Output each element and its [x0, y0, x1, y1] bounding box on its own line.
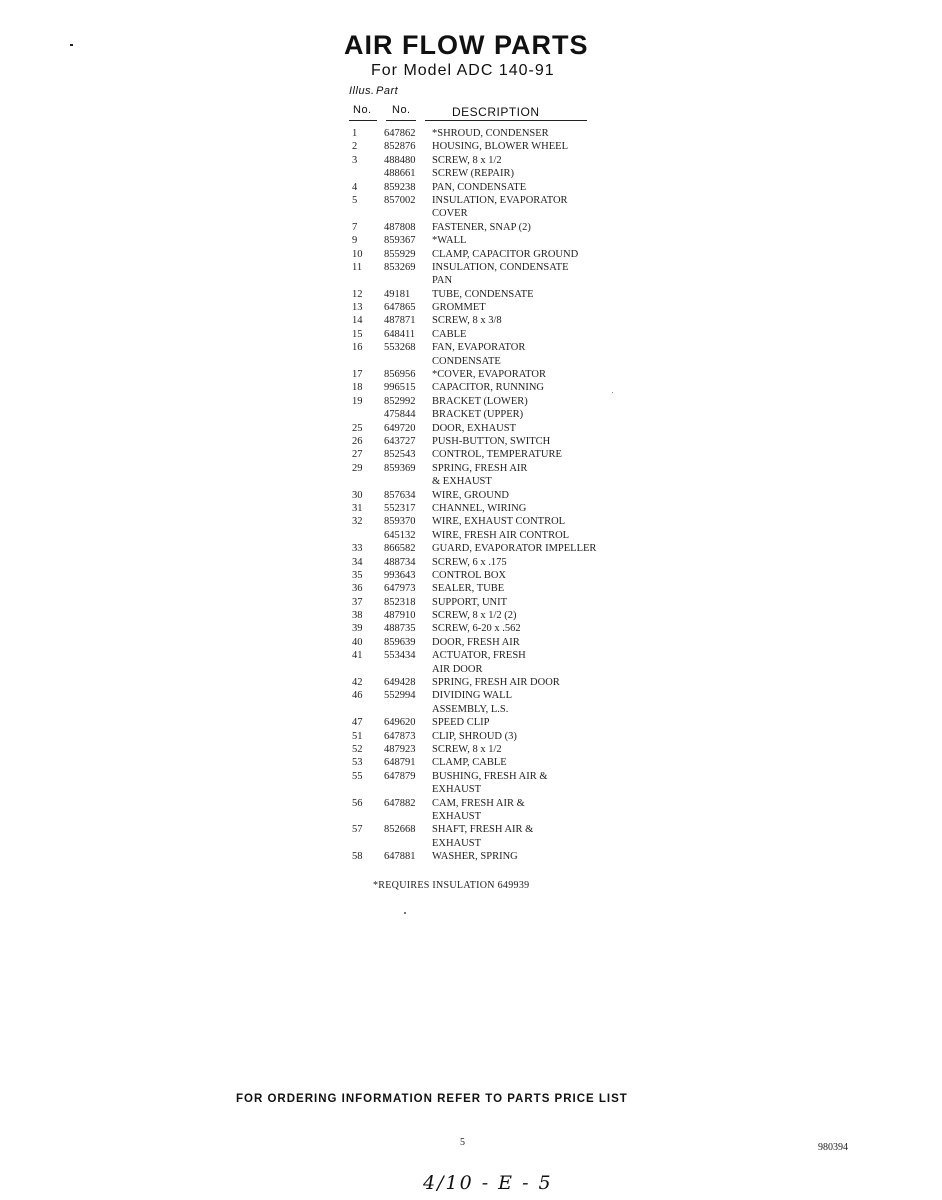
part-description: GROMMET	[432, 302, 486, 314]
part-description: EXHAUST	[432, 784, 481, 796]
illus-number: 5	[352, 194, 358, 206]
table-row	[0, 556, 942, 569]
part-description: CLAMP, CAPACITOR GROUND	[432, 248, 579, 260]
part-number: 996515	[384, 382, 416, 394]
table-row	[0, 569, 942, 582]
part-number: 649720	[384, 422, 416, 434]
part-number: 487923	[384, 743, 416, 755]
part-description: WIRE, GROUND	[432, 489, 509, 501]
table-row	[0, 127, 942, 140]
illus-number: 16	[352, 342, 363, 354]
illus-number: 42	[352, 677, 363, 689]
footnote: *REQUIRES INSULATION 649939	[373, 880, 530, 891]
table-row	[0, 797, 942, 810]
table-row	[0, 248, 942, 261]
part-description: PUSH-BUTTON, SWITCH	[432, 435, 551, 447]
part-description: TUBE, CONDENSATE	[432, 288, 534, 300]
header-underline	[349, 120, 377, 121]
part-description: SCREW (REPAIR)	[432, 168, 514, 180]
table-row	[0, 783, 942, 796]
table-row	[0, 689, 942, 702]
illus-number: 55	[352, 770, 363, 782]
illus-number: 29	[352, 462, 363, 474]
part-number: 487808	[384, 221, 416, 233]
part-description: EXHAUST	[432, 810, 481, 822]
table-row	[0, 207, 942, 220]
part-description: SUPPORT, UNIT	[432, 596, 508, 608]
illus-number: 58	[352, 851, 363, 863]
part-description: INSULATION, EVAPORATOR	[432, 194, 568, 206]
table-row	[0, 770, 942, 783]
part-description: GUARD, EVAPORATOR IMPELLER	[432, 543, 597, 555]
header-underline	[386, 120, 416, 121]
part-number: 866582	[384, 543, 416, 555]
part-description: BRACKET (UPPER)	[432, 409, 524, 421]
part-description: EXHAUST	[432, 837, 481, 849]
part-description: CONTROL, TEMPERATURE	[432, 449, 562, 461]
scan-speck	[404, 912, 406, 914]
illus-number: 37	[352, 596, 363, 608]
part-description: DOOR, FRESH AIR	[432, 636, 520, 648]
illus-number: 39	[352, 623, 363, 635]
scan-speck	[70, 44, 73, 46]
part-number: 852992	[384, 395, 416, 407]
table-row	[0, 622, 942, 635]
part-number: 488480	[384, 154, 416, 166]
part-number: 647865	[384, 302, 416, 314]
column-header-description: DESCRIPTION	[452, 105, 540, 119]
illus-number: 13	[352, 302, 363, 314]
table-row	[0, 234, 942, 247]
illus-number: 4	[352, 181, 358, 193]
table-row	[0, 649, 942, 662]
table-row	[0, 140, 942, 153]
illus-number: 18	[352, 382, 363, 394]
part-description: CAPACITOR, RUNNING	[432, 382, 545, 394]
part-description: *COVER, EVAPORATOR	[432, 369, 546, 381]
part-description: *SHROUD, CONDENSER	[432, 128, 549, 139]
part-description: SCREW, 8 x 1/2	[432, 743, 502, 755]
part-number: 647973	[384, 583, 416, 595]
illus-number: 30	[352, 489, 363, 501]
part-description: COVER	[432, 208, 468, 220]
table-row	[0, 542, 942, 555]
part-description: CONDENSATE	[432, 355, 501, 367]
part-number: 649620	[384, 717, 416, 729]
table-row	[0, 167, 942, 180]
illus-number: 41	[352, 650, 363, 662]
table-row	[0, 422, 942, 435]
part-description: DIVIDING WALL	[432, 690, 512, 702]
table-row	[0, 850, 942, 863]
part-number: 475844	[384, 409, 416, 421]
part-description: WIRE, FRESH AIR CONTROL	[432, 529, 570, 541]
illus-number: 19	[352, 395, 363, 407]
table-row	[0, 448, 942, 461]
part-description: SPRING, FRESH AIR	[432, 462, 528, 474]
part-number: 852668	[384, 824, 416, 836]
illus-number: 35	[352, 569, 363, 581]
table-row	[0, 502, 942, 515]
illus-number: 26	[352, 435, 363, 447]
handwritten-mark: 4/10 - E - 5	[423, 1172, 553, 1194]
part-number: 859639	[384, 636, 416, 648]
illus-number: 12	[352, 288, 363, 300]
table-row	[0, 462, 942, 475]
table-row	[0, 341, 942, 354]
header-underline	[425, 120, 587, 121]
ordering-info: FOR ORDERING INFORMATION REFER TO PARTS PRICE LIST	[236, 1093, 628, 1105]
part-description: HOUSING, BLOWER WHEEL	[432, 141, 568, 153]
table-row	[0, 261, 942, 274]
scan-speck	[612, 392, 613, 393]
illus-number: 1	[352, 128, 358, 139]
part-number: 852318	[384, 596, 416, 608]
part-number: 488661	[384, 168, 416, 180]
table-row	[0, 730, 942, 743]
part-description: FAN, EVAPORATOR	[432, 342, 526, 354]
part-number: 645132	[384, 529, 416, 541]
part-description: SHAFT, FRESH AIR &	[432, 824, 534, 836]
part-number: 649428	[384, 677, 416, 689]
part-number: 859369	[384, 462, 416, 474]
part-number: 553434	[384, 650, 416, 662]
illus-number: 31	[352, 502, 363, 514]
part-description: FASTENER, SNAP (2)	[432, 221, 531, 233]
part-description: CAM, FRESH AIR &	[432, 797, 525, 809]
part-description: WIRE, EXHAUST CONTROL	[432, 516, 566, 528]
part-number: 647881	[384, 851, 416, 863]
part-description: SPEED CLIP	[432, 717, 490, 729]
table-row	[0, 154, 942, 167]
page-number: 5	[460, 1137, 465, 1148]
illus-number: 53	[352, 757, 363, 769]
part-description: PAN	[432, 275, 453, 287]
table-row	[0, 582, 942, 595]
part-number: 648411	[384, 328, 416, 340]
part-description: & EXHAUST	[432, 476, 492, 488]
table-row	[0, 328, 942, 341]
part-description: INSULATION, CONDENSATE	[432, 261, 569, 273]
table-row	[0, 194, 942, 207]
part-number: 856956	[384, 369, 416, 381]
illus-number: 57	[352, 824, 363, 836]
table-row	[0, 636, 942, 649]
table-row	[0, 435, 942, 448]
illus-number: 38	[352, 610, 363, 622]
illus-number: 11	[352, 261, 363, 273]
illus-number: 52	[352, 743, 363, 755]
column-header-illus-no: No.	[353, 104, 372, 116]
table-row	[0, 489, 942, 502]
table-row	[0, 756, 942, 769]
part-number: 49181	[384, 288, 411, 300]
part-number: 648791	[384, 757, 416, 769]
illus-number: 33	[352, 543, 363, 555]
part-number: 647862	[384, 128, 416, 139]
illus-number: 10	[352, 248, 363, 260]
table-row	[0, 810, 942, 823]
part-number: 647882	[384, 797, 416, 809]
illus-number: 2	[352, 141, 358, 153]
illus-number: 32	[352, 516, 363, 528]
table-row	[0, 395, 942, 408]
illus-number: 3	[352, 154, 358, 166]
part-description: DOOR, EXHAUST	[432, 422, 516, 434]
part-number: 853269	[384, 261, 416, 273]
part-number: 553268	[384, 342, 416, 354]
part-description: CABLE	[432, 328, 467, 340]
table-row	[0, 609, 942, 622]
table-row	[0, 221, 942, 234]
part-number: 488734	[384, 556, 416, 568]
part-description: SCREW, 8 x 3/8	[432, 315, 502, 327]
column-header-illus: Illus.	[349, 85, 375, 97]
table-row	[0, 837, 942, 850]
table-row	[0, 288, 942, 301]
part-number: 647879	[384, 770, 416, 782]
part-number: 859370	[384, 516, 416, 528]
part-description: SCREW, 6-20 x .562	[432, 623, 521, 635]
part-number: 857634	[384, 489, 416, 501]
table-row	[0, 274, 942, 287]
part-description: CLIP, SHROUD (3)	[432, 730, 517, 742]
table-row	[0, 716, 942, 729]
part-number: 487910	[384, 610, 416, 622]
part-description: BRACKET (LOWER)	[432, 395, 528, 407]
table-row	[0, 663, 942, 676]
table-row	[0, 515, 942, 528]
illus-number: 56	[352, 797, 363, 809]
model-subtitle: For Model ADC 140-91	[371, 62, 555, 79]
illus-number: 51	[352, 730, 363, 742]
illus-number: 17	[352, 369, 363, 381]
part-description: WASHER, SPRING	[432, 851, 518, 863]
table-row	[0, 181, 942, 194]
part-number: 643727	[384, 435, 416, 447]
illus-number: 25	[352, 422, 363, 434]
illus-number: 27	[352, 449, 363, 461]
parts-table	[0, 127, 942, 863]
part-number: 488735	[384, 623, 416, 635]
table-row	[0, 596, 942, 609]
part-number: 852876	[384, 141, 416, 153]
part-number: 552317	[384, 502, 416, 514]
table-row	[0, 301, 942, 314]
part-description: ACTUATOR, FRESH	[432, 650, 526, 662]
table-row	[0, 676, 942, 689]
table-row	[0, 355, 942, 368]
table-row	[0, 529, 942, 542]
part-number: 859367	[384, 235, 416, 247]
table-row	[0, 823, 942, 836]
illus-number: 9	[352, 235, 358, 247]
illus-number: 15	[352, 328, 363, 340]
part-description: PAN, CONDENSATE	[432, 181, 527, 193]
illus-number: 36	[352, 583, 363, 595]
part-number: 552994	[384, 690, 416, 702]
part-number: 647873	[384, 730, 416, 742]
part-number: 855929	[384, 248, 416, 260]
part-description: SCREW, 6 x .175	[432, 556, 507, 568]
table-row	[0, 475, 942, 488]
table-row	[0, 314, 942, 327]
part-number: 852543	[384, 449, 416, 461]
part-number: 859238	[384, 181, 416, 193]
table-row	[0, 743, 942, 756]
document-number: 980394	[818, 1142, 848, 1153]
part-description: BUSHING, FRESH AIR &	[432, 770, 548, 782]
part-number: 857002	[384, 194, 416, 206]
illus-number: 46	[352, 690, 363, 702]
illus-number: 14	[352, 315, 363, 327]
illus-number: 7	[352, 221, 358, 233]
table-row	[0, 703, 942, 716]
part-description: SPRING, FRESH AIR DOOR	[432, 677, 560, 689]
part-number: 993643	[384, 569, 416, 581]
column-header-part-no: No.	[392, 104, 411, 116]
part-description: CONTROL BOX	[432, 569, 506, 581]
illus-number: 47	[352, 717, 363, 729]
illus-number: 34	[352, 556, 363, 568]
page-title: AIR FLOW PARTS	[344, 30, 589, 60]
table-row	[0, 408, 942, 421]
table-row	[0, 368, 942, 381]
part-number: 487871	[384, 315, 416, 327]
illus-number: 40	[352, 636, 363, 648]
part-description: CLAMP, CABLE	[432, 757, 507, 769]
part-description: ASSEMBLY, L.S.	[432, 703, 509, 715]
part-description: SCREW, 8 x 1/2 (2)	[432, 610, 517, 622]
part-description: *WALL	[432, 235, 467, 247]
part-description: SCREW, 8 x 1/2	[432, 154, 502, 166]
column-header-part: Part	[376, 85, 399, 97]
part-description: CHANNEL, WIRING	[432, 502, 527, 514]
table-row	[0, 381, 942, 394]
part-description: SEALER, TUBE	[432, 583, 505, 595]
part-description: AIR DOOR	[432, 663, 483, 675]
